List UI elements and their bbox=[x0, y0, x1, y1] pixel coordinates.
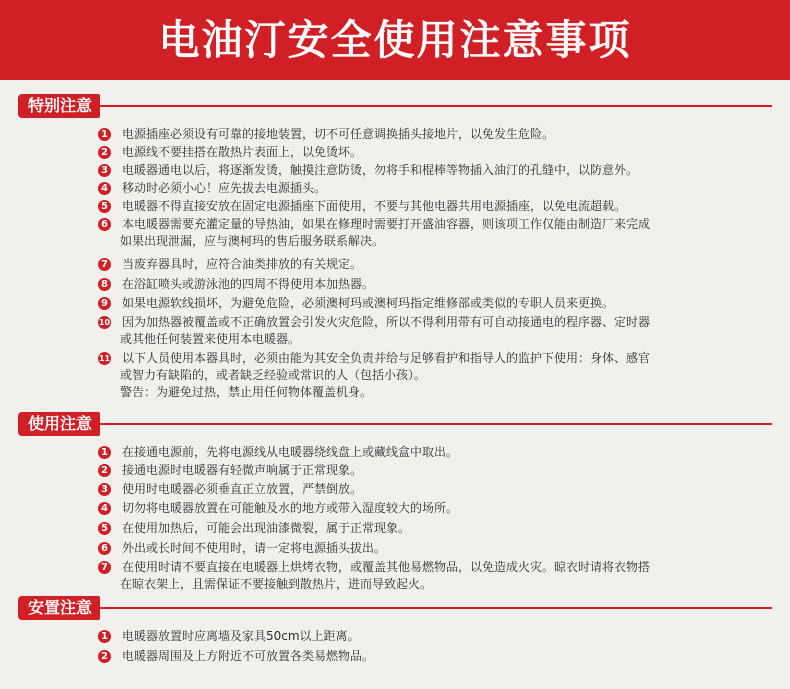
number-badge-icon: 8 bbox=[98, 278, 111, 291]
item-text: 电暖器放置时应离墙及家具50cm以上距离。 bbox=[122, 629, 360, 643]
number-badge-icon: 5 bbox=[98, 522, 111, 535]
number-badge-icon: 4 bbox=[98, 502, 111, 515]
number-badge-icon: 11 bbox=[98, 354, 111, 363]
section-2 bbox=[0, 596, 790, 663]
section-divider bbox=[18, 105, 772, 107]
title-banner bbox=[0, 0, 790, 80]
item-text: 外出或长时间不使用时，请一定将电源插头拔出。 bbox=[122, 541, 387, 555]
item-text: 在晾衣架上，且需保证不要接触到散热片，进而导致起火。 bbox=[120, 577, 433, 591]
item-text: 电暖器不得直接安放在固定电源插座下面使用，不要与其他电器共用电源插座，以免电流超载。 bbox=[122, 199, 627, 213]
item-text: 警告：为避免过热，禁止用任何物体覆盖机身。 bbox=[120, 385, 373, 399]
list-item bbox=[0, 256, 422, 273]
number-badge-icon: 6 bbox=[98, 218, 111, 231]
list-item bbox=[0, 540, 446, 557]
number-badge-icon: 1 bbox=[98, 128, 111, 141]
section-header bbox=[0, 412, 790, 436]
number-badge-icon: 10 bbox=[98, 318, 111, 327]
list-item bbox=[0, 520, 470, 537]
number-badge-icon: 1 bbox=[98, 446, 111, 459]
list-item bbox=[0, 126, 614, 143]
item-text: 在使用时请不要直接在电暖器上烘烤衣物，或覆盖其他易燃物品，以免造成火灾。晾衣时请将衣物搭 bbox=[122, 560, 651, 574]
list-item bbox=[0, 350, 710, 401]
page-title: 电油汀安全使用注意事项 bbox=[158, 15, 632, 64]
number-badge-icon: 1 bbox=[98, 630, 111, 643]
section-label: 安置注意 bbox=[18, 596, 100, 620]
list-item bbox=[0, 295, 674, 312]
item-text: 因为加热器被覆盖或不正确放置会引发火灾危险，所以不得利用带有可自动接通电的程序器、定时器 bbox=[122, 315, 651, 329]
section-divider bbox=[18, 423, 772, 425]
list-item bbox=[0, 276, 434, 293]
list-item bbox=[0, 216, 710, 250]
item-text: 电暖器通电以后，将逐渐发烫，触摸注意防烫，勿将手和棍棒等物插入油汀的孔缝中，以防意外。 bbox=[122, 163, 639, 177]
item-text: 接通电源时电暖器有轻微声响属于正常现象。 bbox=[122, 463, 363, 477]
item-text: 在使用加热后，可能会出现油漆微裂，属于正常现象。 bbox=[122, 521, 411, 535]
section-header bbox=[0, 596, 790, 620]
section-1 bbox=[0, 412, 790, 591]
item-text: 移动时必须小心！应先拔去电源插头。 bbox=[122, 181, 327, 195]
number-badge-icon: 2 bbox=[98, 146, 111, 159]
item-text: 电源插座必须设有可靠的接地装置，切不可任意调换插头接地片，以免发生危险。 bbox=[122, 127, 555, 141]
number-badge-icon: 7 bbox=[98, 561, 111, 574]
number-badge-icon: 2 bbox=[98, 464, 111, 477]
section-label: 特别注意 bbox=[18, 94, 100, 118]
number-badge-icon: 4 bbox=[98, 182, 111, 195]
number-badge-icon: 6 bbox=[98, 542, 111, 555]
section-divider bbox=[18, 607, 772, 609]
list-item bbox=[0, 648, 434, 665]
item-text: 如果电源软线损坏，为避免危险，必须澳柯玛或澳柯玛指定维修部或类似的专职人员来更换。 bbox=[122, 296, 615, 310]
item-text: 使用时电暖器必须垂直正立放置，严禁倒放。 bbox=[122, 482, 363, 496]
item-text: 或智力有缺陷的，或者缺乏经验或常识的人（包括小孩）。 bbox=[120, 368, 427, 382]
number-badge-icon: 3 bbox=[98, 483, 111, 496]
section-header bbox=[0, 94, 790, 118]
list-item bbox=[0, 180, 386, 197]
number-badge-icon: 7 bbox=[98, 258, 111, 271]
section-label: 使用注意 bbox=[18, 412, 100, 436]
list-item bbox=[0, 314, 710, 348]
number-badge-icon: 2 bbox=[98, 650, 111, 663]
item-text: 切勿将电暖器放置在可能触及水的地方或带入湿度较大的场所。 bbox=[122, 501, 459, 515]
item-text: 在接通电源前，先将电源线从电暖器绕线盘上或藏线盒中取出。 bbox=[122, 445, 459, 459]
section-0 bbox=[0, 94, 790, 399]
list-item bbox=[0, 444, 518, 461]
list-item bbox=[0, 481, 422, 498]
number-badge-icon: 5 bbox=[98, 200, 111, 213]
item-text: 电源线不要挂搭在散热片表面上，以免烫坏。 bbox=[122, 145, 363, 159]
item-text: 本电暖器需要充灌定量的导热油，如果在修理时需要打开盛油容器，则该项工作仅能由制造厂来完成 bbox=[122, 217, 651, 231]
item-text: 当废弃器具时，应符合油类排放的有关规定。 bbox=[122, 257, 363, 271]
number-badge-icon: 3 bbox=[98, 164, 111, 177]
list-item bbox=[0, 628, 420, 645]
list-item bbox=[0, 162, 698, 179]
item-text: 在浴缸喷头或游泳池的四周不得使用本加热器。 bbox=[122, 277, 375, 291]
list-item bbox=[0, 198, 686, 215]
list-item bbox=[0, 462, 422, 479]
item-text: 以下人员使用本器具时，必须由能为其安全负责并给与足够看护和指导人的监护下使用：身体、感官 bbox=[122, 351, 651, 365]
item-text: 或其他任何装置来使用本电暖器。 bbox=[120, 332, 301, 346]
list-item bbox=[0, 144, 422, 161]
item-text: 电暖器周围及上方附近不可放置各类易燃物品。 bbox=[122, 649, 375, 663]
number-badge-icon: 9 bbox=[98, 297, 111, 310]
list-item bbox=[0, 500, 518, 517]
item-text: 如果出现泄漏，应与澳柯玛的售后服务联系解决。 bbox=[120, 234, 385, 248]
list-item bbox=[0, 559, 710, 593]
